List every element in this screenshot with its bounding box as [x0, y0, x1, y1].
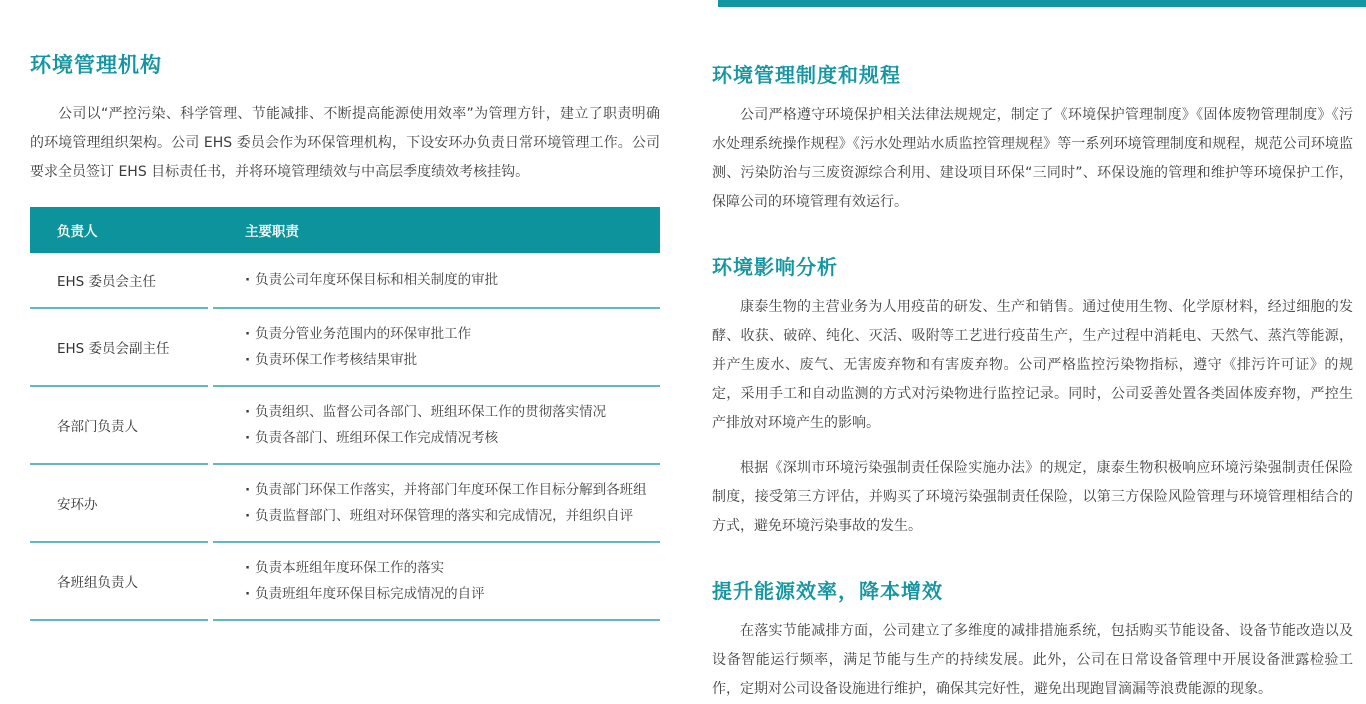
table-header-row — [30, 207, 660, 253]
table-header-responsible-person: 负责人 — [57, 224, 98, 240]
section-title: 环境影响分析 — [712, 255, 838, 279]
section-paragraph: 在落实节能减排方面，公司建立了多维度的减排措施系统，包括购买节能设备、设备节能改造以及设备智能运行频率，满足节能与生产的持续发展。此外，公司在日常设备管理中开展设备泄露检验工作，定期对公司设备设施进行维护，确保其完好性，避免出现跑冒滴漏等浪费能源的现象。 — [712, 623, 1353, 697]
left-section-title: 环境管理机构 — [30, 53, 162, 77]
intro-paragraph: 公司以“严控污染、科学管理、节能减排、不断提高能源使用效率”为管理方针，建立了职责明确的环境管理组织架构。公司 EHS 委员会作为环保管理机构，下设安环办负责日常环境管理工作。公司要求全员签订 EHS 目标责任书，并将环境管理绩效与中高层季度绩效考核挂钩。 — [30, 106, 660, 180]
duty-item: · 负责分管业务范围内的环保审批工作 — [245, 321, 648, 347]
table-row — [30, 253, 660, 309]
duties-cell — [213, 309, 660, 387]
duties-cell — [213, 465, 660, 543]
duties-cell — [213, 543, 660, 621]
report-section — [712, 62, 1353, 217]
table-row — [30, 387, 660, 465]
table-row — [30, 543, 660, 621]
role-cell: EHS 委员会副主任 — [30, 309, 208, 387]
role-cell: EHS 委员会主任 — [30, 253, 208, 309]
responsibility-table — [30, 207, 660, 621]
table-row — [30, 465, 660, 543]
section-title: 环境管理制度和规程 — [712, 63, 901, 87]
duty-item: · 负责环保工作考核结果审批 — [245, 347, 648, 373]
duties-cell — [213, 253, 660, 309]
section-title: 提升能源效率，降本增效 — [712, 579, 943, 603]
right-column — [712, 62, 1353, 704]
duty-item: · 负责部门环保工作落实，并将部门年度环保工作目标分解到各班组 — [245, 477, 648, 503]
duty-item: · 负责本班组年度环保工作的落实 — [245, 555, 648, 581]
role-cell: 各部门负责人 — [30, 387, 208, 465]
duty-item: · 负责监督部门、班组对环保管理的落实和完成情况，并组织自评 — [245, 503, 648, 529]
report-section — [712, 254, 1353, 541]
section-paragraph: 根据《深圳市环境污染强制责任保险实施办法》的规定，康泰生物积极响应环境污染强制责任保险制度，接受第三方评估，并购买了环境污染强制责任保险，以第三方保险风险管理与环境管理相结合的方式，避免环境污染事故的发生。 — [712, 460, 1353, 534]
duty-item: · 负责组织、监督公司各部门、班组环保工作的贯彻落实情况 — [245, 399, 648, 425]
duty-item: · 负责公司年度环保目标和相关制度的审批 — [245, 267, 648, 293]
duty-item: · 负责各部门、班组环保工作完成情况考核 — [245, 425, 648, 451]
table-row — [30, 309, 660, 387]
duties-cell — [213, 387, 660, 465]
role-cell: 安环办 — [30, 465, 208, 543]
role-cell: 各班组负责人 — [30, 543, 208, 621]
table-header-main-duties: 主要职责 — [245, 224, 299, 240]
left-column — [30, 0, 660, 621]
top-accent-bar — [718, 0, 1366, 7]
section-paragraph: 公司严格遵守环境保护相关法律法规规定，制定了《环境保护管理制度》《固体废物管理制度》《污水处理系统操作规程》《污水处理站水质监控管理规程》等一系列环境管理制度和规程，规范公司环境监测、污染防治与三废资源综合利用、建设项目环保“三同时”、环保设施的管理和维护等环境保护工作，保障公司的环境管理有效运行。 — [712, 107, 1353, 210]
section-paragraph: 康泰生物的主营业务为人用疫苗的研发、生产和销售。通过使用生物、化学原材料，经过细胞的发酵、收获、破碎、纯化、灭活、吸附等工艺进行疫苗生产，生产过程中消耗电、天然气、蒸汽等能源，并产生废水、废气、无害废弃物和有害废弃物。公司严格监控污染物指标，遵守《排污许可证》的规定，采用手工和自动监测的方式对污染物进行监控记录。同时，公司妥善处置各类固体废弃物，严控生产排放对环境产生的影响。 — [712, 299, 1353, 431]
report-section — [712, 578, 1353, 704]
duty-item: · 负责班组年度环保目标完成情况的自评 — [245, 581, 648, 607]
